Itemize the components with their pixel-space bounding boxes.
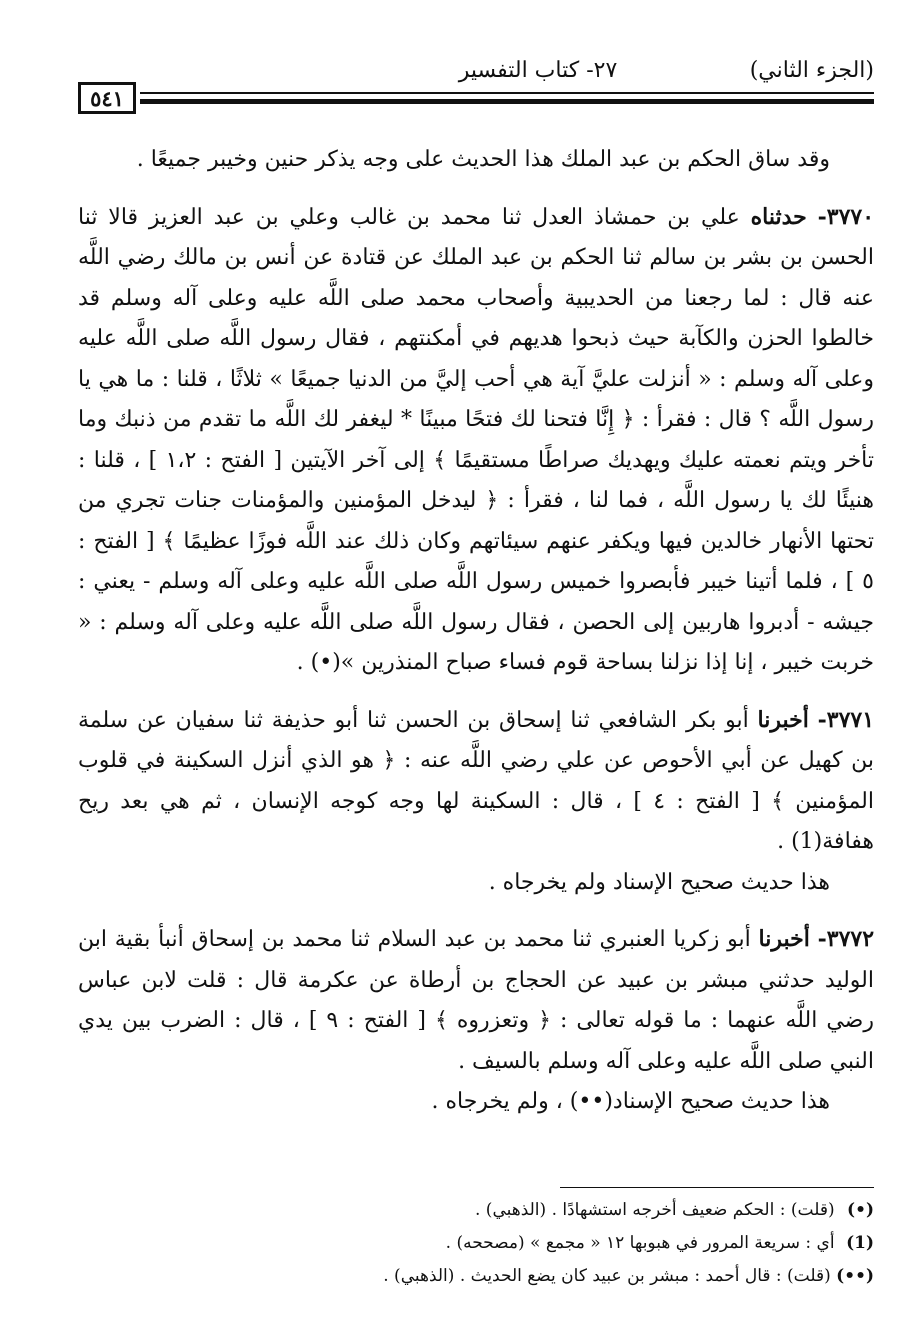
- hadith-text: علي بن حمشاذ العدل ثنا محمد بن غالب وعلي بن عبد العزيز قالا ثنا الحسن بن بشر بن سالم ثنا الحكم بن عبد الملك عن قتادة عن أنس بن مالك رضي اللَّه عنه قال : لما رجعنا من الحديبية وأصحاب محمد صلى اللَّه عليه وعلى آله وسلم قد خالطوا الحزن والكآبة حيث ذبحوا هديهم في أمكنتهم ، فقال رسول اللَّه صلى اللَّه عليه وعلى آله وسلم : « أنزلت عليَّ آية هي أحب إليَّ من الدنيا جميعًا » ثلاثًا ، قلنا : ما هي يا رسول اللَّه ؟ قال : فقرأ : ﴿ إِنَّا فتحنا لك فتحًا مبينًا * ليغفر لك اللَّه ما تقدم من ذنبك وما تأخر ويتم نعمته عليك ويهديك صراطًا مستقيمًا ﴾ إلى آخر الآيتين [ الفتح : ١،٢ ] ، قلنا : هنيئًا لك يا رسول اللَّه ، فما لنا ، فقرأ : ﴿ ليدخل المؤمنين والمؤمنات جنات تجري من تحتها الأنهار خالدين فيها ويكفر عنهم سيئاتهم وكان ذلك عند اللَّه فوزًا عظيمًا ﴾ [ الفتح : ٥ ] ، فلما أتينا خيبر فأبصروا خميس رسول اللَّه صلى اللَّه عليه وعلى آله وسلم - يعني : جيشه - أدبروا هاربين إلى الحصن ، فقال رسول اللَّه صلى اللَّه عليه وعلى آله وسلم : « خربت خيبر ، إنا إذا نزلنا بساحة قوم فساء صباح المنذرين »(•) .: [78, 204, 875, 675]
- footnote-item: [78, 1260, 874, 1293]
- hadith-number: ٣٧٧١-: [817, 706, 875, 733]
- grading-note: [78, 863, 874, 904]
- grading-note: [78, 1082, 874, 1123]
- hadith-keyword: حدثناه: [750, 203, 807, 230]
- page-body: [78, 140, 874, 1123]
- hadith-number: ٣٧٧٠-: [817, 203, 875, 230]
- footnote-text: أي : سريعة المرور في هبوبها ١٢ « مجمع » (مصححه) .: [445, 1233, 835, 1253]
- page-header: [78, 52, 874, 116]
- hadith-3770: [78, 197, 874, 684]
- header-rule-thin: [140, 92, 874, 94]
- hadith-3772: [78, 919, 874, 1082]
- footnote-separator: [560, 1187, 874, 1188]
- footnote-text: (قلت) : قال أحمد : مبشر بن عبيد كان يضع الحديث . (الذهبي) .: [383, 1266, 831, 1286]
- footnote-mark: (1): [846, 1233, 874, 1253]
- page-number-box: [78, 82, 136, 114]
- volume-title: (الجزء الثاني): [749, 58, 874, 83]
- header-rule-thick: [140, 99, 874, 104]
- footnote-mark: (•): [847, 1200, 874, 1220]
- paragraph-text: وقد ساق الحكم بن عبد الملك هذا الحديث على وجه يذكر حنين وخيبر جميعًا .: [136, 147, 830, 172]
- hadith-text: أبو بكر الشافعي ثنا إسحاق بن الحسن ثنا أبو حذيفة ثنا سفيان عن سلمة بن كهيل عن أبي الأحوص عن علي رضي اللَّه عنه : ﴿ هو الذي أنزل السكينة في قلوب المؤمنين ﴾ [ الفتح : ٤ ] ، قال : السكينة لها وجه كوجه الإنسان ، ثم هي بعد ريح هفافة(1) .: [78, 707, 874, 854]
- hadith-text: أبو زكريا العنبري ثنا محمد بن عبد السلام ثنا محمد بن إسحاق أنبأ بقية ابن الوليد حدثني مبشر بن عبيد عن الحجاج بن أرطاة عن عكرمة قال : قلت لابن عباس رضي اللَّه عنهما : ما قوله تعالى : ﴿ وتعزروه ﴾ [ الفتح : ٩ ] ، قال : الضرب بين يدي النبي صلى اللَّه عليه وعلى آله وسلم بالسيف .: [78, 927, 874, 1074]
- book-title: ٢٧- كتاب التفسير: [458, 58, 618, 83]
- footnote-mark: (••): [836, 1266, 874, 1286]
- page-number: ٥٤١: [90, 85, 124, 111]
- hadith-number: ٣٧٧٢-: [817, 926, 875, 952]
- grading-text: هذا حديث صحيح الإسناد ولم يخرجاه .: [488, 869, 830, 895]
- footnote-item: [78, 1227, 874, 1260]
- footnote-item: [78, 1194, 874, 1227]
- footnote-text: (قلت) : الحكم ضعيف أخرجه استشهادًا . (الذهبي) .: [475, 1200, 835, 1220]
- hadith-keyword: أخبرنا: [757, 706, 809, 733]
- hadith-keyword: أخبرنا: [758, 926, 810, 952]
- grading-text: هذا حديث صحيح الإسناد(••) ، ولم يخرجاه .: [431, 1089, 830, 1114]
- hadith-3771: [78, 700, 874, 863]
- paragraph-intro: [78, 140, 874, 181]
- footnotes: [78, 1194, 874, 1293]
